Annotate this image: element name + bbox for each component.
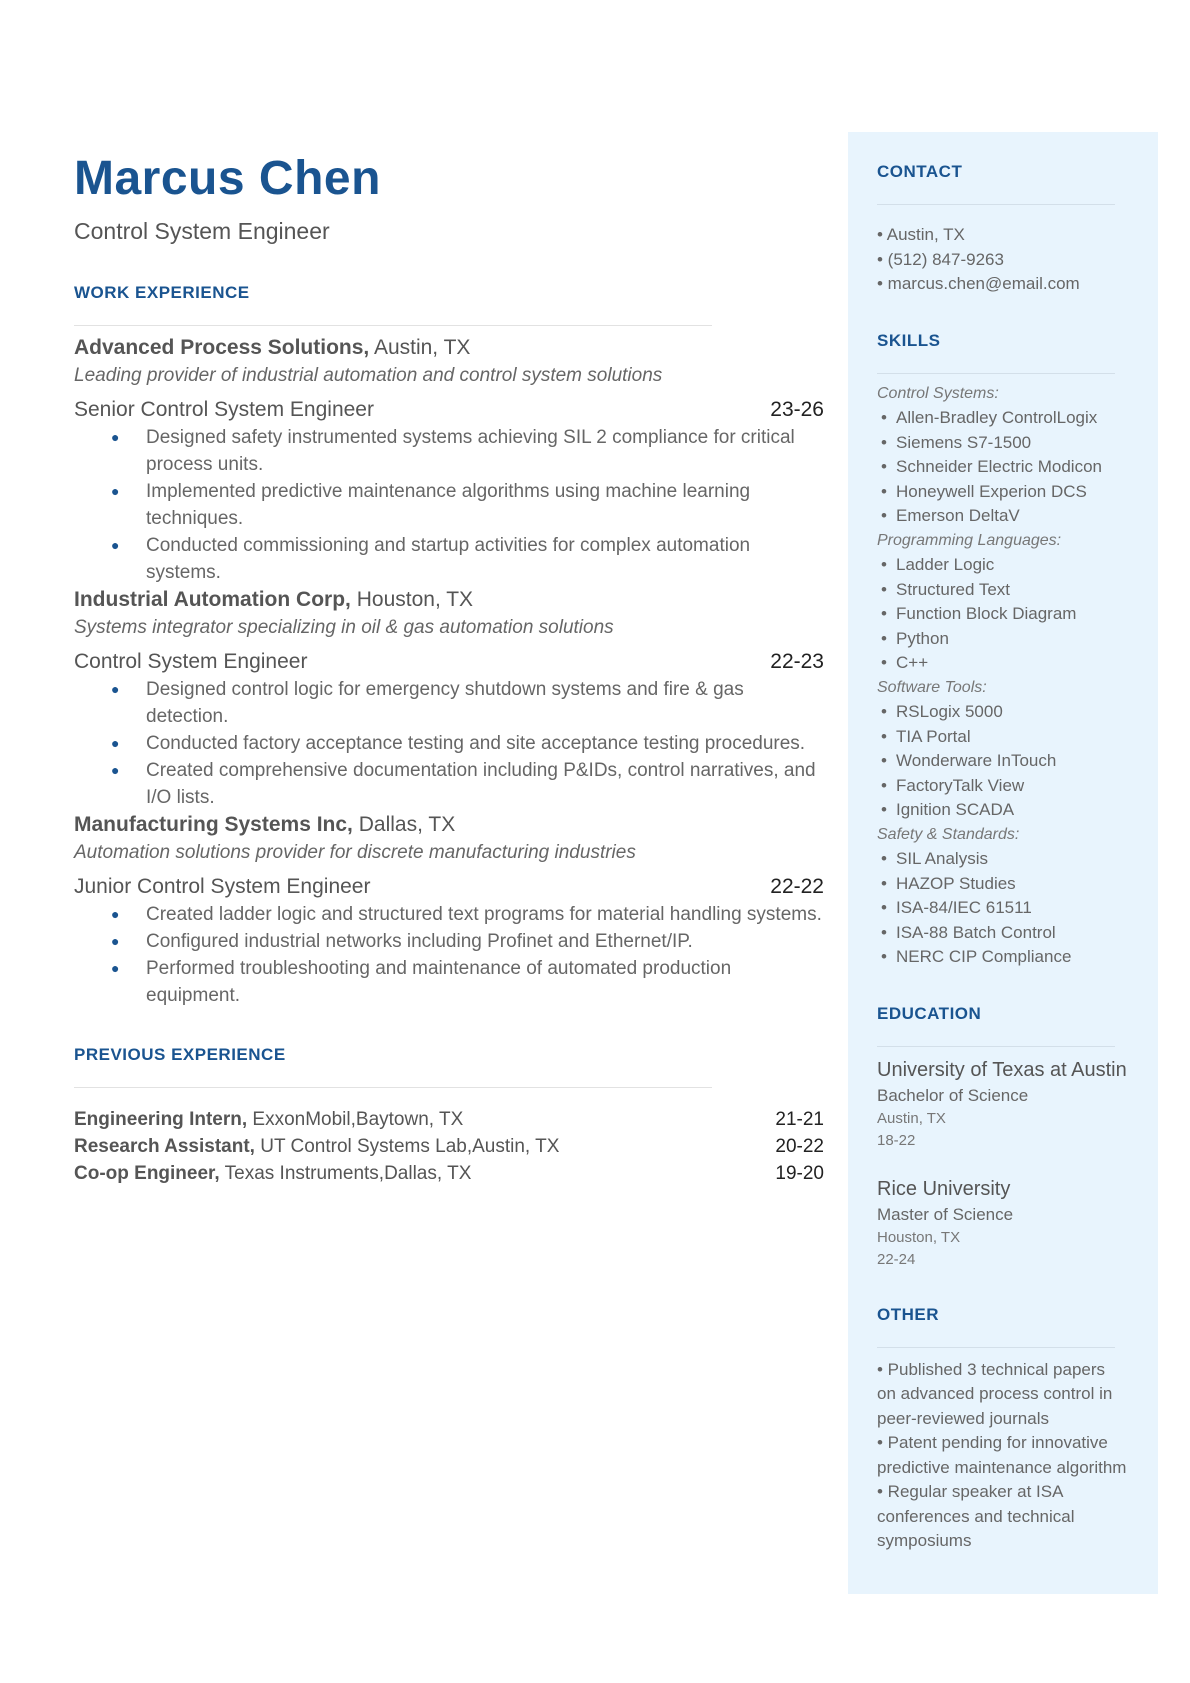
company-location: Dallas, TX <box>352 812 456 836</box>
bullet-icon: • <box>881 775 887 795</box>
achievement-item: ● Conducted factory acceptance testing and site acceptance testing procedures. <box>74 730 824 757</box>
previous-experience-list <box>74 1106 824 1187</box>
contact-email: • marcus.chen@email.com <box>877 274 1080 293</box>
section-divider <box>877 373 1115 374</box>
skill-label: C++ <box>896 653 929 672</box>
bullet-icon: • <box>881 800 887 819</box>
skill-item <box>877 872 1128 897</box>
bullet-icon: • <box>881 922 887 942</box>
section-divider <box>877 1347 1115 1348</box>
skill-label: ISA-84/IEC 61511 <box>896 898 1032 917</box>
bullet-icon: • <box>881 849 887 868</box>
section-divider <box>877 204 1115 205</box>
bullet-icon: • <box>881 873 887 893</box>
bullet-icon: • <box>881 898 887 917</box>
company-line <box>74 334 824 362</box>
role-date: 22-23 <box>770 649 824 673</box>
company-description: Leading provider of industrial automation and control system solutions <box>74 364 663 386</box>
previous-org: ExxonMobil,Baytown, TX <box>247 1108 464 1130</box>
edu-years: 22-24 <box>877 1250 916 1268</box>
company-location: Houston, TX <box>350 587 474 611</box>
skill-item <box>877 945 1128 970</box>
skills-group <box>877 823 1128 970</box>
skill-item <box>877 455 1128 480</box>
skill-label: Schneider Electric Modicon <box>896 457 1102 476</box>
skill-label: FactoryTalk View <box>896 775 1025 795</box>
previous-date: 20-22 <box>775 1135 824 1157</box>
skill-item <box>877 504 1128 529</box>
skill-label: NERC CIP Compliance <box>896 947 1072 966</box>
bullet-icon: • <box>881 702 887 721</box>
bullet-icon: • <box>881 579 887 599</box>
candidate-name: Marcus Chen <box>74 152 381 205</box>
section-divider <box>877 1046 1115 1047</box>
other-item: • Regular speaker at ISA conferences and technical symposiums <box>877 1482 1075 1550</box>
previous-experience-heading: PREVIOUS EXPERIENCE <box>74 1044 286 1064</box>
bullet-icon: • <box>881 628 887 648</box>
bullet-icon: • <box>881 751 887 770</box>
skill-item <box>877 749 1128 774</box>
achievement-item: ● Conducted commissioning and startup activities for complex automation systems. <box>74 532 824 586</box>
bullet-icon: • <box>881 457 887 476</box>
company-line <box>74 811 824 839</box>
achievement-list <box>74 676 824 811</box>
skills-heading: SKILLS <box>877 330 941 350</box>
company-line <box>74 586 824 614</box>
bullet-icon: • <box>881 481 887 501</box>
bullet-icon: • <box>881 408 887 427</box>
role-date: 22-22 <box>770 874 824 898</box>
skill-item <box>877 774 1128 799</box>
contact-heading: CONTACT <box>877 162 963 181</box>
edu-location: Houston, TX <box>877 1228 961 1246</box>
section-divider <box>74 325 712 326</box>
previous-org: Texas Instruments,Dallas, TX <box>219 1162 472 1184</box>
skill-item <box>877 896 1128 921</box>
bullet-icon: • <box>881 555 887 574</box>
previous-item <box>74 1133 824 1160</box>
skill-label: RSLogix 5000 <box>896 702 1003 721</box>
education-entry <box>877 1057 1128 1152</box>
previous-date: 21-21 <box>775 1108 824 1130</box>
role-date: 23-26 <box>770 397 824 421</box>
bullet-icon: • <box>881 506 887 525</box>
previous-org: UT Control Systems Lab,Austin, TX <box>254 1135 560 1157</box>
section-divider <box>74 1087 712 1088</box>
bullet-icon: • <box>881 726 887 746</box>
previous-item <box>74 1160 824 1187</box>
previous-role: Engineering Intern, <box>74 1108 248 1130</box>
achievement-item: ● Created ladder logic and structured text programs for material handling systems. <box>74 901 824 928</box>
bullet-icon: • <box>881 653 887 672</box>
other-heading: OTHER <box>877 1304 939 1324</box>
work-experience-heading: WORK EXPERIENCE <box>74 282 250 302</box>
achievement-item: ● Designed safety instrumented systems achieving SIL 2 compliance for critical process units. <box>74 424 824 478</box>
edu-years: 18-22 <box>877 1131 916 1149</box>
skill-item <box>877 431 1128 456</box>
bullet-icon: • <box>881 604 887 623</box>
bullet-icon: • <box>881 432 887 452</box>
skill-item <box>877 602 1128 627</box>
skill-item <box>877 627 1128 652</box>
skill-label: TIA Portal <box>896 726 971 746</box>
edu-school: Rice University <box>877 1177 1011 1200</box>
achievement-list <box>74 901 824 1009</box>
skill-item <box>877 700 1128 725</box>
skill-item <box>877 921 1128 946</box>
education-entry <box>877 1176 1128 1271</box>
previous-date: 19-20 <box>775 1162 824 1184</box>
company-name: Manufacturing Systems Inc, <box>74 812 353 836</box>
achievement-list <box>74 424 824 586</box>
skill-item <box>877 578 1128 603</box>
achievement-item: ● Implemented predictive maintenance algorithms using machine learning techniques. <box>74 478 824 532</box>
skills-group <box>877 382 1128 529</box>
skill-item <box>877 553 1128 578</box>
skill-label: Ignition SCADA <box>896 800 1015 819</box>
achievement-item: ● Configured industrial networks including Profinet and Ethernet/IP. <box>74 928 824 955</box>
company-description: Systems integrator specializing in oil & gas automation solutions <box>74 616 614 638</box>
skill-label: ISA-88 Batch Control <box>896 922 1056 942</box>
skill-category: Control Systems: <box>877 384 999 402</box>
job-entry <box>74 334 824 586</box>
previous-item <box>74 1106 824 1133</box>
skill-label: HAZOP Studies <box>896 873 1016 893</box>
contact-phone: • (512) 847-9263 <box>877 249 1004 269</box>
edu-degree: Bachelor of Science <box>877 1085 1029 1105</box>
achievement-item: ● Created comprehensive documentation including P&IDs, control narratives, and I/O lists. <box>74 757 824 811</box>
skill-label: SIL Analysis <box>896 849 988 868</box>
skill-item <box>877 406 1128 431</box>
contact-location: • Austin, TX <box>877 225 965 244</box>
skill-item <box>877 798 1128 823</box>
job-entry <box>74 811 824 1009</box>
skill-label: Structured Text <box>896 579 1011 599</box>
skill-item <box>877 847 1128 872</box>
bullet-icon: • <box>881 947 887 966</box>
skill-label: Function Block Diagram <box>896 604 1077 623</box>
achievement-item: ● Designed control logic for emergency shutdown systems and fire & gas detection. <box>74 676 824 730</box>
skill-item <box>877 725 1128 750</box>
sidebar <box>848 132 1158 1594</box>
main-column <box>74 150 824 1187</box>
company-name: Advanced Process Solutions, <box>74 335 370 359</box>
skill-category: Software Tools: <box>877 678 987 696</box>
skills-group <box>877 676 1128 823</box>
skill-label: Allen-Bradley ControlLogix <box>896 408 1098 427</box>
role-title: Junior Control System Engineer <box>74 874 371 898</box>
skills-group <box>877 529 1128 676</box>
company-description: Automation solutions provider for discrete manufacturing industries <box>74 841 636 863</box>
role-row <box>74 873 824 901</box>
candidate-title: Control System Engineer <box>74 217 330 244</box>
skill-label: Ladder Logic <box>896 555 995 574</box>
company-name: Industrial Automation Corp, <box>74 587 351 611</box>
skill-category: Programming Languages: <box>877 531 1062 549</box>
other-item: • Patent pending for innovative predictive maintenance algorithm <box>877 1433 1127 1477</box>
skill-label: Python <box>896 628 949 648</box>
role-title: Senior Control System Engineer <box>74 397 374 421</box>
achievement-item: ● Performed troubleshooting and maintenance of automated production equipment. <box>74 955 824 1009</box>
skill-item <box>877 480 1128 505</box>
edu-location: Austin, TX <box>877 1109 946 1127</box>
skill-label: Siemens S7-1500 <box>896 432 1032 452</box>
skill-label: Wonderware InTouch <box>896 751 1057 770</box>
other-item: • Published 3 technical papers on advanced process control in peer-reviewed journals <box>877 1359 1113 1428</box>
education-heading: EDUCATION <box>877 1003 982 1023</box>
skill-category: Safety & Standards: <box>877 825 1020 843</box>
previous-role: Research Assistant, <box>74 1135 255 1157</box>
role-title: Control System Engineer <box>74 649 308 673</box>
job-entry <box>74 586 824 811</box>
previous-role: Co-op Engineer, <box>74 1162 220 1184</box>
company-location: Austin, TX <box>369 335 471 359</box>
skill-label: Emerson DeltaV <box>896 506 1020 525</box>
skill-item <box>877 651 1128 676</box>
edu-degree: Master of Science <box>877 1204 1014 1224</box>
skill-label: Honeywell Experion DCS <box>896 481 1087 501</box>
role-row <box>74 648 824 676</box>
role-row <box>74 396 824 424</box>
edu-school: University of Texas at Austin <box>877 1058 1127 1081</box>
